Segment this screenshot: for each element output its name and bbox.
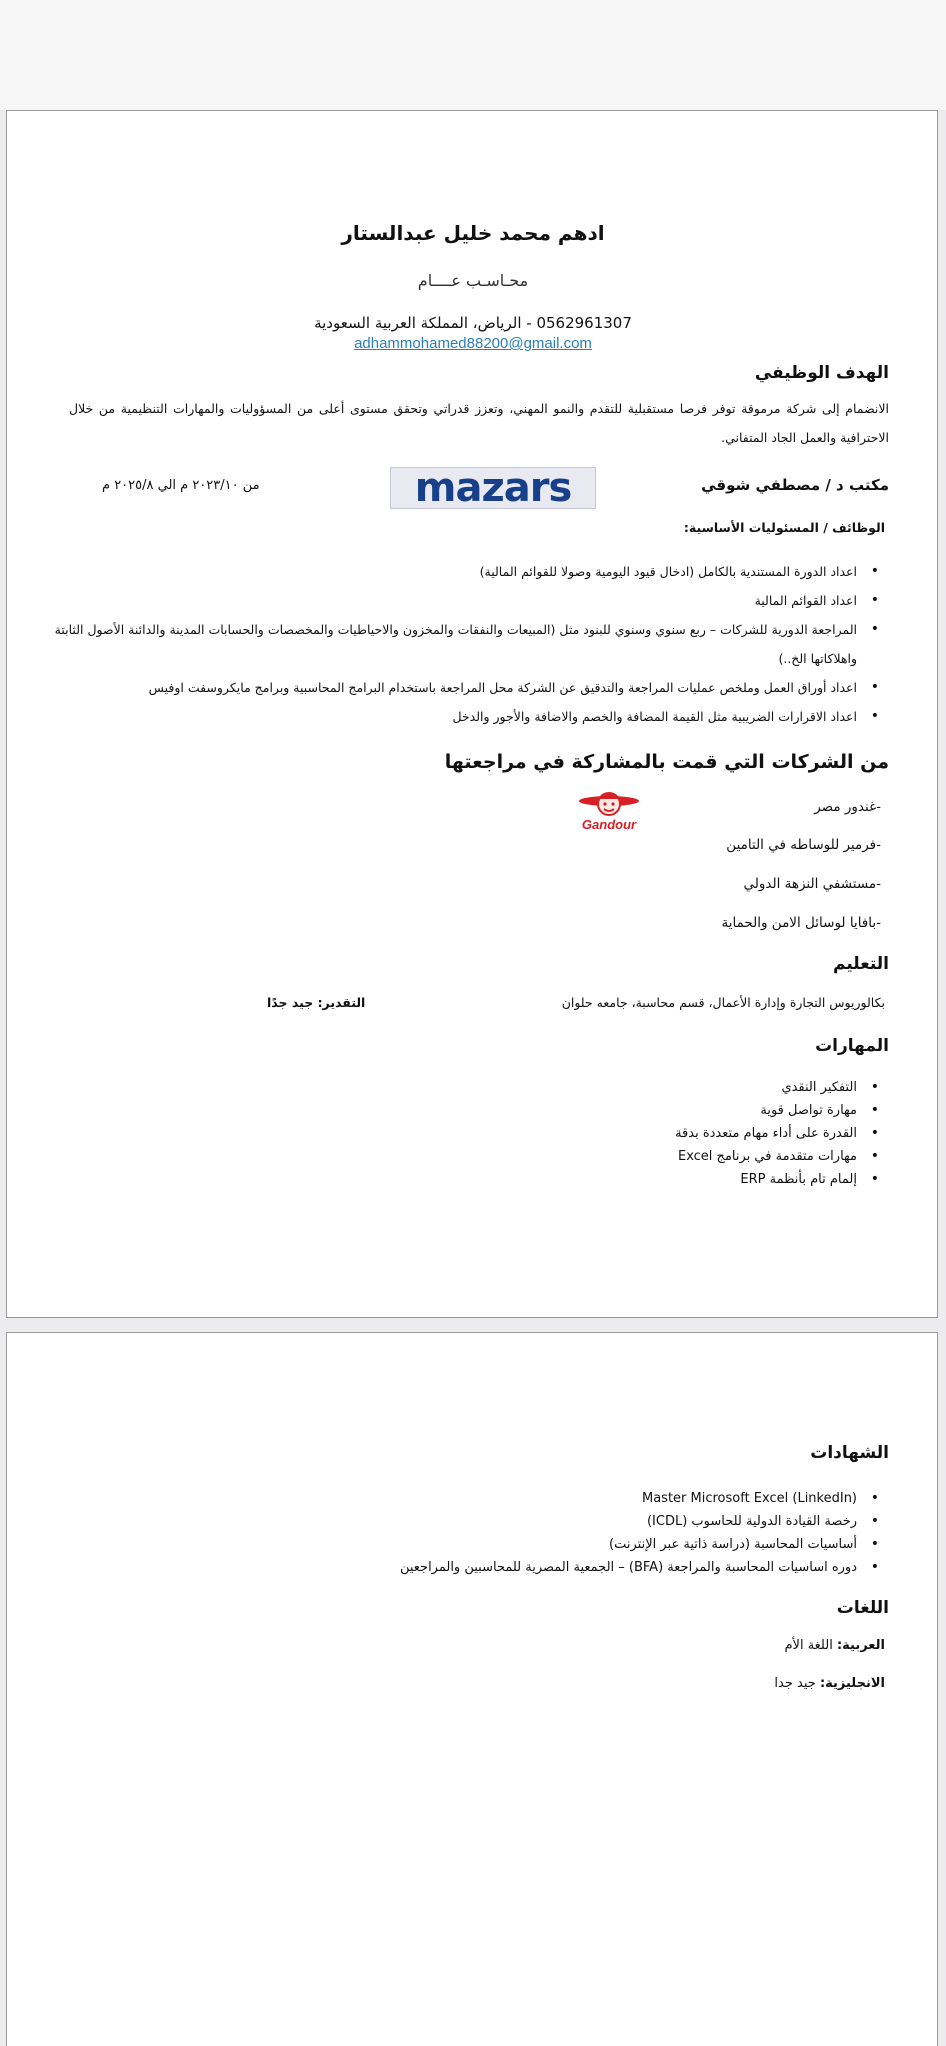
- language-label: الانجليزية:: [819, 1676, 885, 1691]
- document-page-1: [6, 110, 938, 1318]
- gandour-mascot-icon: [559, 785, 659, 833]
- mazars-logo: [390, 467, 596, 509]
- list-item: • أساسيات المحاسبة (دراسة ذاتية عبر الإنترنت): [185, 1533, 885, 1556]
- list-item: • اعداد الاقرارات الضريبية مثل القيمة المضافة والخصم والاضافة والأجور والدخل: [45, 702, 885, 731]
- skills-list: [485, 1076, 885, 1191]
- list-item: • اعداد أوراق العمل وملخص عمليات المراجعة والتدقيق عن الشركة محل المراجعة باستخدام البرامج المحاسبية وبرامج مايكروسفت اوفيس: [45, 673, 885, 702]
- list-item: • اعداد الدورة المستندية بالكامل (ادخال قيود اليومية وصولا للقوائم المالية): [45, 557, 885, 586]
- responsibilities-label: الوظائف / المسئوليات الأساسية:: [683, 520, 885, 535]
- list-item: • Master Microsoft Excel (LinkedIn): [185, 1487, 885, 1510]
- gandour-logo-text: Gandour: [581, 817, 637, 832]
- list-item: • مهارة تواصل قوية: [485, 1099, 885, 1122]
- education-degree: بكالوريوس التجارة وإدارة الأعمال، قسم محاسبة، جامعه حلوان: [561, 995, 885, 1010]
- language-level: اللغة الأم: [784, 1638, 833, 1653]
- audited-company: -مستشفي النزهة الدولي: [743, 876, 881, 892]
- experience-company: مكتب د / مصطفي شوقي: [701, 476, 889, 494]
- list-item: • القدرة على أداء مهام متعددة بدقة: [485, 1122, 885, 1145]
- job-title: محـاسـب عــــام: [417, 271, 529, 290]
- audited-company: -غندور مصر: [814, 799, 881, 815]
- audited-heading: من الشركات التي قمت بالمشاركة في مراجعتها: [444, 751, 889, 773]
- certificates-list: [185, 1487, 885, 1579]
- mazars-logo-text: mazars: [414, 465, 572, 511]
- list-item: • التفكير النقدي: [485, 1076, 885, 1099]
- language-item: [784, 1638, 885, 1653]
- objective-heading: الهدف الوظيفي: [754, 363, 889, 383]
- language-label: العربية:: [836, 1638, 885, 1653]
- grade-value: جيد جدًا: [267, 995, 314, 1010]
- list-item: • دوره اساسيات المحاسبة والمراجعة (BFA) – الجمعية المصرية للمحاسبين والمراجعين: [185, 1556, 885, 1579]
- grade-label: التقدير:: [317, 995, 366, 1010]
- gandour-logo: [559, 785, 659, 833]
- document-page-2: [6, 1332, 938, 2046]
- list-item: • رخصة القيادة الدولية للحاسوب (ICDL): [185, 1510, 885, 1533]
- list-item: • اعداد القوائم المالية: [45, 586, 885, 615]
- objective-text: الانضمام إلى شركة مرموقة توفر فرصا مستقبلية للتقدم والنمو المهني، وتعزز قدراتي وتحقق مستوى أعلى من المسؤوليات والمهارات التنظيمية من خلال الاحترافية والعمل الجاد المتفاني.: [69, 401, 889, 445]
- languages-heading: اللغات: [836, 1598, 889, 1618]
- list-item: • المراجعة الدورية للشركات – ربع سنوي وسنوي للبنود مثل (المبيعات والنفقات والمخزون والاحياطيات والمخصصات والحسابات المدينة والدائنة الأصول الثابتة واهلاكاتها الخ..): [45, 615, 885, 673]
- viewer-top-area: [0, 0, 946, 110]
- certificates-heading: الشهادات: [810, 1443, 889, 1463]
- candidate-name: ادهم محمد خليل عبدالستار: [341, 221, 605, 245]
- list-item: • إلمام تام بأنظمة ERP: [485, 1168, 885, 1191]
- language-level: جيد جدا: [774, 1676, 816, 1691]
- contact-line: 0562961307 - الرياض، المملكة العربية السعودية: [314, 314, 632, 332]
- experience-dates: من ٢٠٢٣/١٠ م الي ٢٠٢٥/٨ م: [102, 478, 260, 493]
- skills-heading: المهارات: [815, 1036, 889, 1056]
- responsibilities-list: [45, 557, 885, 731]
- audited-company: -فرمير للوساطه في التامين: [726, 837, 881, 853]
- audited-company: -بافايا لوسائل الامن والحماية: [721, 915, 881, 931]
- education-heading: التعليم: [833, 954, 889, 974]
- education-grade: [267, 995, 365, 1010]
- list-item: • مهارات متقدمة في برنامج Excel: [485, 1145, 885, 1168]
- email-link[interactable]: adhammohamed88200@gmail.com: [354, 335, 592, 352]
- language-item: [774, 1676, 885, 1691]
